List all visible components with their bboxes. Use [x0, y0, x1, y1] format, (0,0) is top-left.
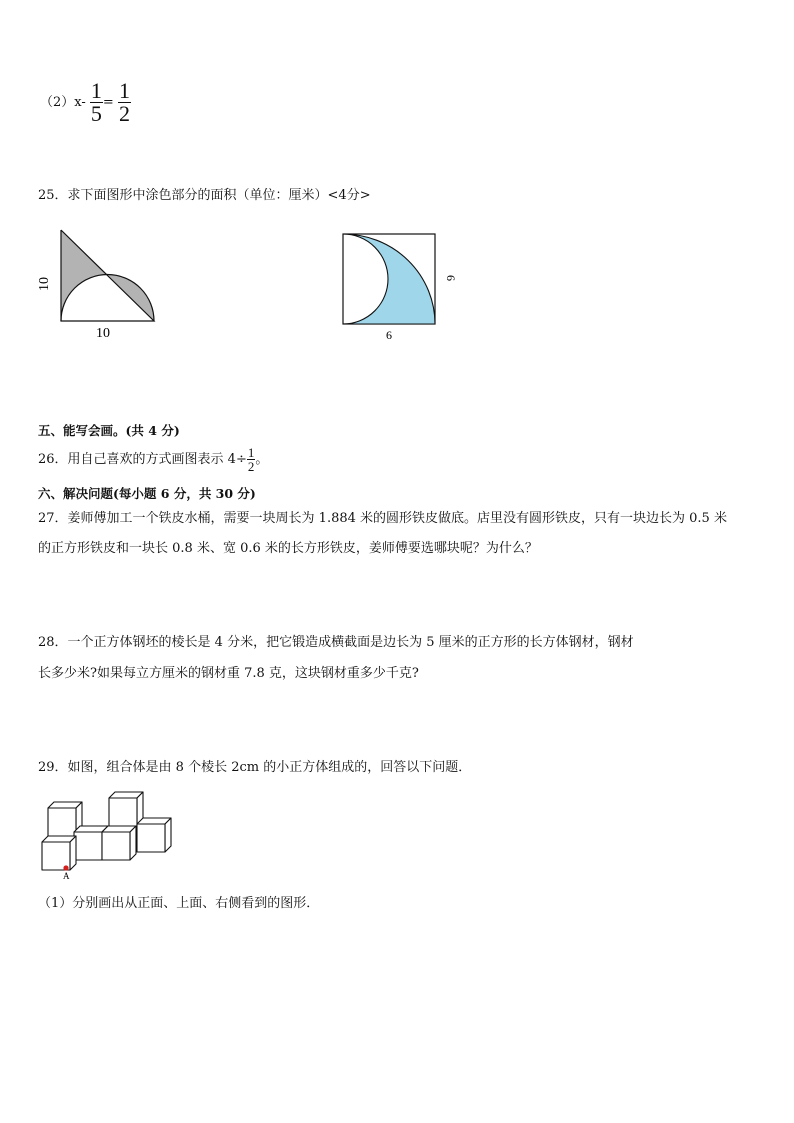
q24-frac2-num: 1	[118, 78, 130, 103]
q26-suffix: 。	[255, 452, 269, 467]
q24-part2	[40, 80, 131, 125]
q24-frac1-num: 1	[90, 78, 102, 103]
q28-line-2: 长多少米?如果每立方厘米的钢材重 7.8 克，这块钢材重多少千克?	[38, 666, 419, 681]
q25-figure-1	[30, 222, 170, 346]
q29-sub-1: （1）分别画出从正面、上面、右侧看到的图形．	[38, 896, 320, 911]
q25-text: 25．求下面图形中涂色部分的面积（单位：厘米）<4分>	[38, 188, 371, 203]
q24-fraction-2	[118, 80, 131, 125]
cube-back-right	[137, 818, 171, 852]
q29-text: 29．如图，组合体是由 8 个棱长 2cm 的小正方体组成的，回答以下问题．	[38, 760, 472, 775]
cube-top-back	[109, 792, 143, 826]
section-6-heading: 六、解决问题(每小题 6 分，共 30 分)	[38, 486, 256, 501]
q24-frac1-den: 5	[90, 101, 102, 126]
q29-cube-figure	[34, 788, 184, 880]
cube-front-left	[42, 836, 76, 870]
q24-fraction-1	[90, 80, 103, 125]
q25-fig1-height-label: 10	[37, 277, 52, 291]
q26-frac-den: 2	[247, 459, 255, 474]
q24-frac2-den: 2	[118, 101, 130, 126]
q25-fig2-base-label: 6	[386, 328, 392, 342]
section-5-heading: 五、能写会画。(共 4 分)	[38, 423, 180, 438]
q25-fig2-side-label: 6	[444, 275, 458, 281]
q27-line-1: 27．姜师傅加工一个铁皮水桶，需要一块周长为 1.884 米的圆形铁皮做底。店里没有圆形铁皮，只有一块边长为 0.5 米	[38, 511, 727, 526]
q24-prefix: （2）x-	[40, 95, 86, 110]
q28-line-1: 28．一个正方体钢坯的棱长是 4 分米，把它锻造成横截面是边长为 5 厘米的正方形的长方体钢材，钢材	[38, 635, 634, 650]
cube-mid-2	[102, 826, 136, 860]
q27-line-2: 的正方形铁皮和一块长 0.8 米、宽 0.6 米的长方形铁皮，姜师傅要选哪块呢？为什么？	[38, 541, 538, 556]
q25-fig1-base-label: 10	[96, 326, 110, 341]
q25-figure-2	[335, 226, 458, 348]
q26	[38, 446, 268, 473]
point-a-label: A	[63, 871, 70, 881]
q26-frac-num: 1	[247, 445, 255, 460]
q24-equals: =	[102, 95, 114, 110]
q26-prefix: 26．用自己喜欢的方式画图表示 4÷	[38, 452, 247, 467]
point-a-marker	[63, 865, 68, 870]
